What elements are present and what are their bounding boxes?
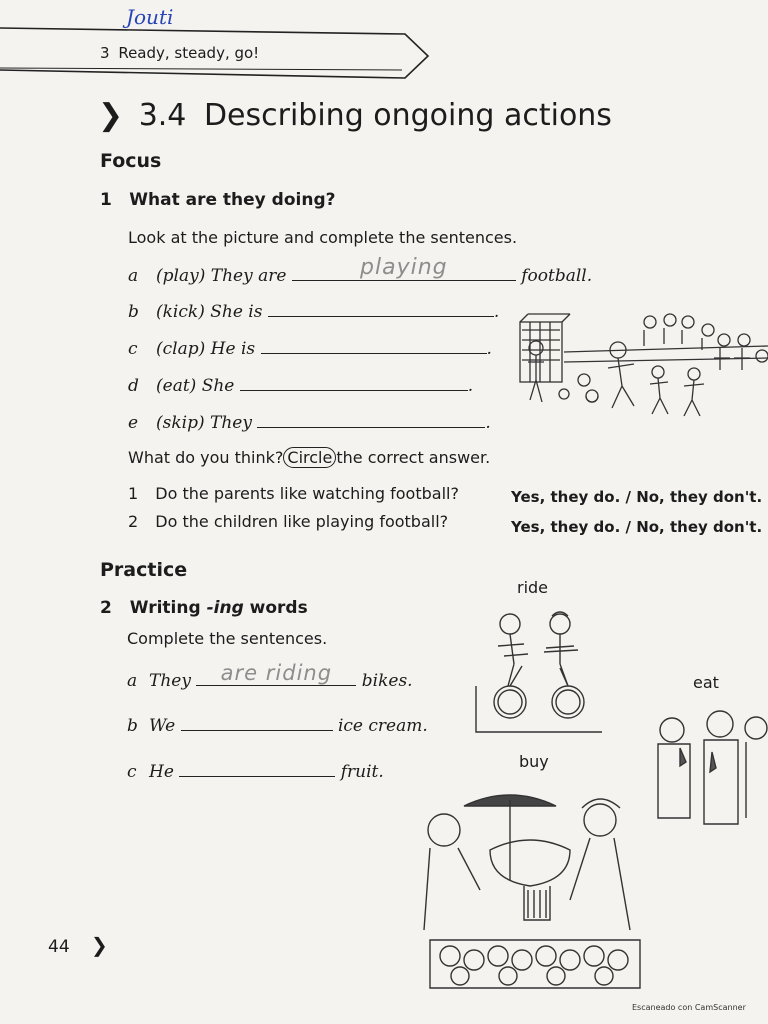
item-subject: They: [210, 413, 252, 433]
scanner-credit: Escaneado con CamScanner: [632, 1003, 746, 1012]
page-number: 44: [48, 937, 70, 957]
label-eat: eat: [693, 673, 719, 692]
item-ending: bikes.: [361, 671, 413, 691]
item-letter: a: [128, 266, 139, 286]
think-prompt: [128, 448, 490, 467]
exercise-2-instruction: Complete the sentences.: [127, 629, 328, 648]
question-text: Do the children like playing football?: [155, 512, 449, 531]
exercise-2-title-em: -ing: [206, 598, 244, 618]
answer-2a: are riding: [220, 661, 333, 685]
exercise-1-heading: What are they doing?: [129, 190, 336, 210]
item-subject: She is: [210, 302, 263, 322]
football-scene-illustration: [518, 310, 768, 420]
exercise-2-title: [100, 598, 308, 618]
exercise-1-item-e: [128, 409, 491, 433]
item-ending: .: [485, 413, 491, 433]
exercise-2-item-c: [127, 758, 384, 782]
item-ending: .: [467, 376, 474, 396]
item-ending: .: [493, 302, 500, 322]
item-ending: football.: [521, 266, 593, 286]
item-letter: e: [128, 413, 139, 433]
item-subject: They: [149, 671, 191, 691]
exercise-2-number: 2: [100, 598, 112, 618]
chevron-right-icon: ❯: [91, 933, 108, 957]
item-letter: b: [128, 302, 139, 322]
item-ending: .: [486, 339, 492, 359]
item-subject: We: [149, 716, 176, 736]
item-verb: (skip): [156, 413, 205, 433]
exercise-2-item-a: [127, 661, 413, 691]
item-subject: He is: [210, 339, 256, 359]
item-verb: (clap): [156, 339, 206, 359]
think-suffix: the correct answer.: [336, 448, 491, 467]
label-buy: buy: [519, 752, 549, 771]
label-ride: ride: [517, 578, 549, 597]
answer-blank-e[interactable]: [257, 409, 485, 428]
exercise-1-item-d: [128, 372, 473, 396]
section-title: Describing ongoing actions: [203, 98, 612, 133]
think-options-2[interactable]: Yes, they do. / No, they don't.: [511, 518, 763, 536]
think-question-2: [128, 512, 448, 531]
children-eating-illustration: [650, 698, 768, 834]
exercise-2-item-b: [127, 712, 428, 736]
exercise-1-item-a: [128, 255, 593, 286]
think-options-1[interactable]: Yes, they do. / No, they don't.: [511, 488, 763, 506]
signature-text: Jouti: [126, 5, 174, 29]
think-question-1: [128, 484, 459, 503]
chapter-number: 3: [100, 44, 110, 62]
answer-blank-2c[interactable]: [179, 758, 335, 777]
item-verb: (kick): [156, 302, 205, 322]
fruit-market-illustration: [420, 790, 650, 990]
item-letter: c: [128, 339, 138, 359]
exercise-1-number: 1: [100, 190, 112, 210]
item-letter: d: [128, 376, 139, 396]
practice-heading: Practice: [100, 559, 188, 581]
exercise-1-title: [100, 190, 336, 210]
answer-blank-d[interactable]: [240, 372, 468, 391]
item-letter: a: [127, 671, 138, 691]
exercise-1-item-b: [128, 298, 499, 322]
focus-heading: Focus: [100, 150, 162, 172]
bike-riders-illustration: [474, 606, 604, 734]
exercise-1-item-c: [128, 335, 492, 359]
exercise-2-title-post: words: [243, 598, 308, 618]
think-prefix: What do you think?: [128, 448, 284, 467]
question-text: Do the parents like watching football?: [155, 484, 459, 503]
circle-word: Circle: [283, 447, 336, 468]
item-ending: ice cream.: [337, 716, 428, 736]
answer-blank-c[interactable]: [261, 335, 487, 354]
item-letter: b: [127, 716, 138, 736]
page-footer: [48, 933, 108, 957]
answer-a: playing: [360, 255, 448, 280]
exercise-2-title-pre: Writing: [129, 598, 207, 618]
answer-blank-2b[interactable]: [181, 712, 333, 731]
item-verb: (play): [156, 266, 206, 286]
item-subject: They are: [210, 266, 287, 286]
section-title-block: [98, 98, 612, 133]
chapter-title: Ready, steady, go!: [118, 44, 260, 62]
chapter-heading: [100, 44, 259, 62]
section-number: 3.4: [138, 98, 187, 133]
question-number: 2: [128, 512, 139, 531]
exercise-1-instruction: Look at the picture and complete the sentences.: [128, 228, 518, 247]
answer-blank-2a[interactable]: [196, 661, 356, 686]
chevron-right-icon: ❯: [98, 98, 124, 133]
item-letter: c: [127, 762, 137, 782]
item-subject: He: [149, 762, 174, 782]
item-ending: fruit.: [340, 762, 384, 782]
item-verb: (eat): [156, 376, 197, 396]
answer-blank-a[interactable]: [292, 255, 516, 281]
answer-blank-b[interactable]: [268, 298, 494, 317]
question-number: 1: [128, 484, 139, 503]
item-subject: She: [201, 376, 235, 396]
